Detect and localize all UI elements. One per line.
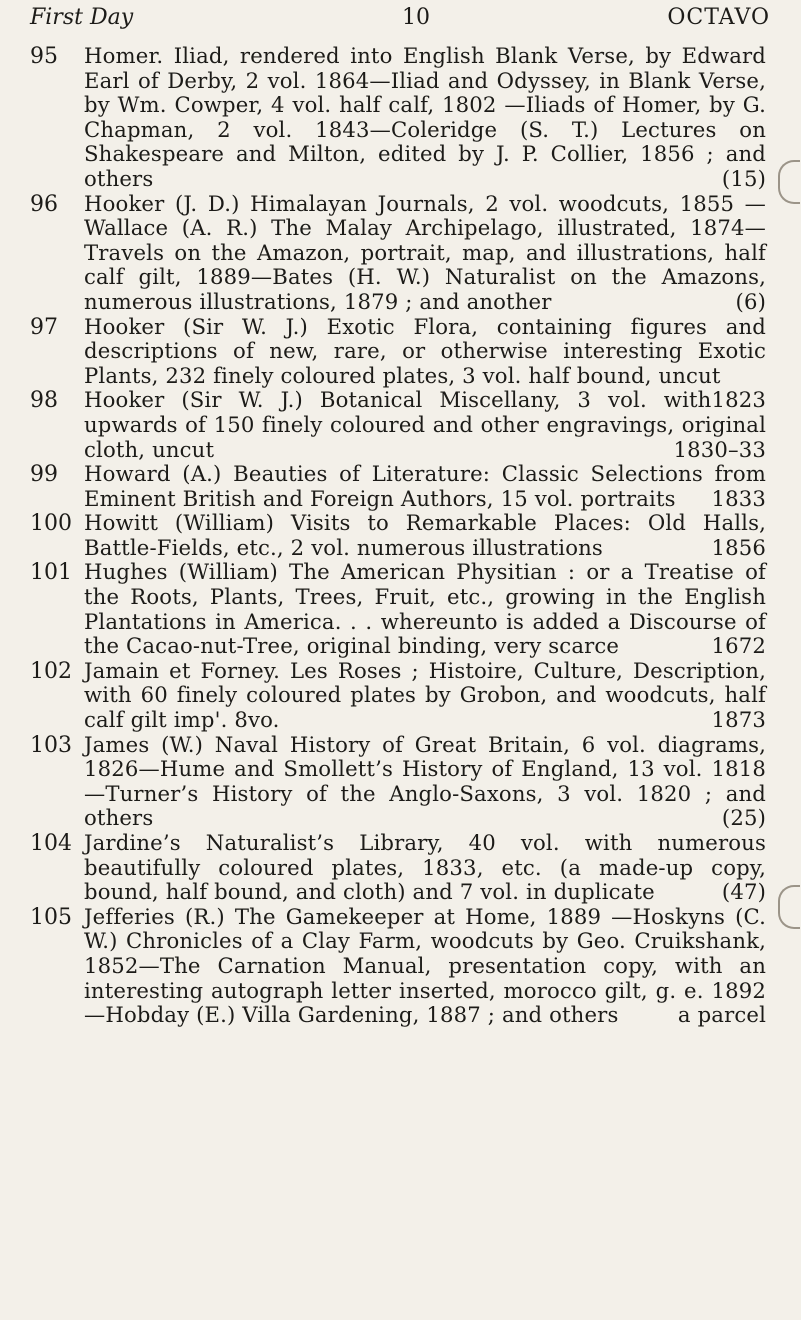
lot-date: 1856	[711, 534, 766, 560]
lot-text: Howard (A.) Beauties of Literature: Classic Selections from Eminent British and Foreign Authors, 15 vol. portraits	[84, 461, 766, 511]
lot-number: 95	[30, 44, 58, 69]
lot-text: Jamain et Forney. Les Roses ; Histoire, Culture, Description, with 60 finely coloured plates by Grobon, and woodcuts, half calf gilt imp'. 8vo.	[84, 657, 766, 733]
binding-hole-mark	[778, 160, 800, 204]
lot-entry	[30, 511, 766, 560]
page-number: 10	[402, 5, 430, 30]
lot-entry	[30, 462, 766, 511]
lot-number: 105	[30, 904, 72, 930]
page-header	[30, 0, 770, 28]
lot-number: 102	[30, 658, 72, 684]
lot-number: 99	[30, 462, 58, 488]
lot-quantity: (47)	[721, 879, 766, 905]
lot-list	[30, 44, 766, 1028]
lot-date: 1830–33	[673, 436, 766, 462]
lot-date: 1672	[711, 633, 766, 659]
lot-description	[84, 192, 766, 315]
lot-number: 104	[30, 831, 72, 856]
header-sale-day: First Day	[30, 5, 134, 30]
lot-number: 101	[30, 560, 72, 586]
lot-date: 1873	[711, 707, 766, 733]
page-edge	[778, 0, 801, 1320]
lot-description	[84, 831, 766, 905]
lot-number: 100	[30, 511, 72, 537]
lot-description	[84, 44, 766, 192]
lot-description	[84, 462, 766, 511]
lot-description	[84, 313, 766, 413]
lot-entry	[30, 388, 766, 462]
lot-entry	[30, 560, 766, 658]
lot-text: Hughes (William) The American Physitian : or a Treatise of the Roots, Plants, Trees, Fruit, etc., growing in the English Plantations in America. . . whereunto is added a Discourse of the Cacao-nut-Tree, original binding, very scarce	[84, 559, 766, 659]
lot-entry	[30, 44, 766, 192]
lot-text: Jardine’s Naturalist’s Library, 40 vol. with numerous beautifully coloured plates, 1833, etc. (a made-up copy, bound, half bound, and cloth) and 7 vol. in duplicate	[84, 830, 766, 905]
lot-description	[84, 511, 766, 560]
header-format: OCTAVO	[667, 5, 770, 30]
lot-entry	[30, 905, 766, 1028]
lot-text: James (W.) Naval History of Great Britain, 6 vol. diagrams, 1826—Hume and Smollett’s History of England, 13 vol. 1818—Turner’s History of the Anglo-Saxons, 3 vol. 1820 ; and others	[84, 731, 766, 831]
lot-quantity: (6)	[735, 288, 766, 314]
lot-quantity: a parcel	[677, 1002, 766, 1028]
lot-text: Homer. Iliad, rendered into English Blank Verse, by Edward Earl of Derby, 2 vol. 1864—Iliad and Odyssey, in Blank Verse, by Wm. Cowper, 4 vol. half calf, 1802 —Iliads of Homer, by G. Chapman, 2 vol. 1843—Coleridge (S. T.) Lectures on Shakespeare and Milton, edited by J. P. Collier, 1856 ; and others	[84, 43, 766, 191]
lot-description	[84, 560, 766, 658]
lot-text: Hooker (J. D.) Himalayan Journals, 2 vol. woodcuts, 1855 —Wallace (A. R.) The Malay Archipelago, illustrated, 1874—Travels on the Amazon, portrait, map, and illustrations, half calf gilt, 1889—Bates (H. W.) Naturalist on the Amazons, numerous illustrations, 1879 ; and another	[84, 190, 766, 314]
lot-description	[84, 659, 766, 733]
lot-text: Jefferies (R.) The Gamekeeper at Home, 1889 —Hoskyns (C. W.) Chronicles of a Clay Farm, woodcuts by Geo. Cruikshank, 1852—The Carnation Manual, presentation copy, with an interesting autograph letter inserted, morocco gilt, g. e. 1892—Hobday (E.) Villa Gardening, 1887 ; and others	[84, 903, 766, 1028]
lot-description	[84, 905, 766, 1028]
lot-text: Howitt (William) Visits to Remarkable Places: Old Halls, Battle-Fields, etc., 2 vol. numerous illustrations	[84, 510, 766, 560]
lot-entry	[30, 733, 766, 831]
lot-entry	[30, 831, 766, 905]
lot-text: Hooker (Sir W. J.) Exotic Flora, containing figures and descriptions of new, rare, or otherwise interesting Exotic Plants, 232 finely coloured plates, 3 vol. half bound, uncut	[84, 313, 766, 388]
lot-number: 96	[30, 191, 58, 217]
lot-entry	[30, 659, 766, 733]
lot-number: 103	[30, 732, 72, 758]
lot-description	[84, 733, 766, 831]
lot-text: Hooker (Sir W. J.) Botanical Miscellany, 3 vol. with upwards of 150 finely coloured and other engravings, original cloth, uncut	[84, 387, 766, 462]
lot-entry	[30, 192, 766, 315]
lot-date: 1833	[711, 485, 766, 511]
binding-hole-mark	[778, 885, 800, 929]
lot-quantity: (15)	[721, 165, 766, 191]
lot-description	[84, 388, 766, 462]
lot-quantity: (25)	[721, 805, 766, 831]
lot-number: 97	[30, 314, 58, 340]
lot-number: 98	[30, 388, 58, 414]
lot-date: 1823	[711, 387, 766, 413]
